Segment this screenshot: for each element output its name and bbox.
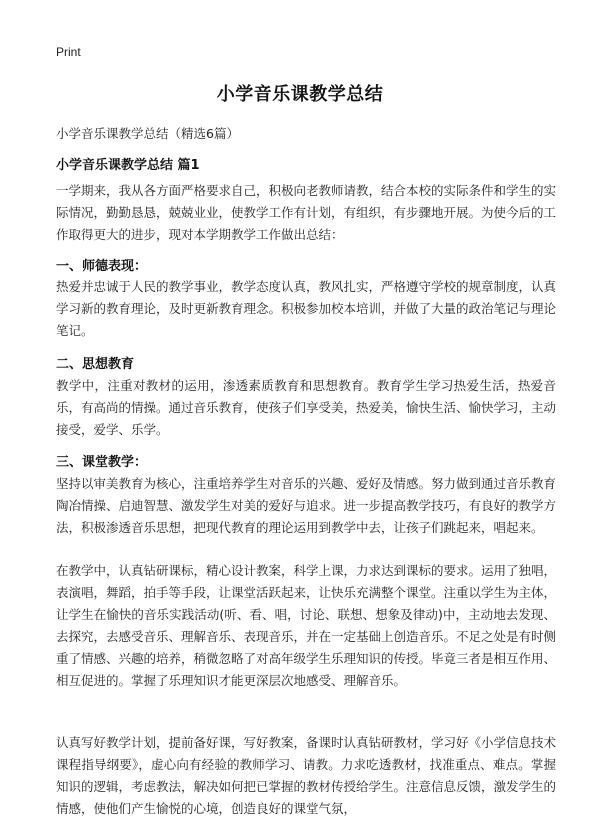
ethics-paragraph: 热爱并忠诚于人民的教学事业，教学态度认真，教风扎实，严格遵守学校的规章制度，认真学习新的教育理论，及时更新教育理念。积极参加校本培训，并做了大量的政治笔记与理论笔记。 xyxy=(56,279,557,338)
intro-paragraph: 一学期来，我从各方面严格要求自己，积极向老教师请教，结合本校的实际条件和学生的实际情况，勤勤恳恳，兢兢业业，使教学工作有计划，有组织，有步骤地开展。为使今后的工作取得更大的进步，现对本学期教学工作做出总结： xyxy=(56,183,557,242)
document-title: 小学音乐课教学总结 xyxy=(216,84,384,105)
document-subtitle: 小学音乐课教学总结（精选6篇） xyxy=(56,126,239,141)
heading-classroom-teaching: 三、课堂教学： xyxy=(56,455,148,470)
classroom-paragraph-2: 在教学中，认真钻研课标，精心设计教案，科学上课，力求达到课标的要求。运用了独唱，表演唱，舞蹈，拍手等手段，让课堂活跃起来，让快乐充满整个课堂。注重以学生为主体，让学生在愉快的音乐实践活动(听、看、唱，讨论、联想、想象及律动)中，主动地去发现、去探究，去感受音乐、理解音乐、表现音乐，并在一定基础上创造音乐。不足之处是有时侧重了情感、兴趣的培养，稍微忽略了对高年级学生乐理知识的传授。毕竟三者是相互作用、相互促进的。掌握了乐理知识才能更深层次地感受、理解音乐。 xyxy=(56,563,557,688)
heading-ideological-education: 二、思想教育 xyxy=(56,357,135,372)
ideology-paragraph: 教学中，注重对教材的运用，渗透素质教育和思想教育。教育学生学习热爱生活，热爱音乐，有高尚的情操。通过音乐教育，使孩子们享受美，热爱美，愉快生活、愉快学习，主动接受，爱学、乐学。 xyxy=(56,378,557,437)
classroom-paragraph-1: 坚持以审美教育为核心，注重培养学生对音乐的兴趣、爱好及情感。努力做到通过音乐教育陶冶情操、启迪智慧、激发学生对美的爱好与追求。进一步提高教学技巧，有良好的教学方法，积极渗透音乐思想，把现代教育的理论运用到教学中去，让孩子们跳起来，唱起来。 xyxy=(56,476,557,535)
heading-teacher-ethics: 一、师德表现： xyxy=(56,259,148,274)
classroom-paragraph-3: 认真写好教学计划，提前备好课，写好教案，备课时认真钻研教材，学习好《小学信息技术课程指导纲要》，虚心向有经验的教师学习、请教。力求吃透教材，找准重点、难点。掌握知识的逻辑，考虑教法，解决如何把已掌握的教材传授给学生。注意信息反馈，激发学生的情感，使他们产生愉悦的心境，创造良好的课堂气氛， xyxy=(56,735,556,816)
print-label: Print xyxy=(56,45,81,59)
article-heading: 小学音乐课教学总结 篇1 xyxy=(56,158,200,173)
